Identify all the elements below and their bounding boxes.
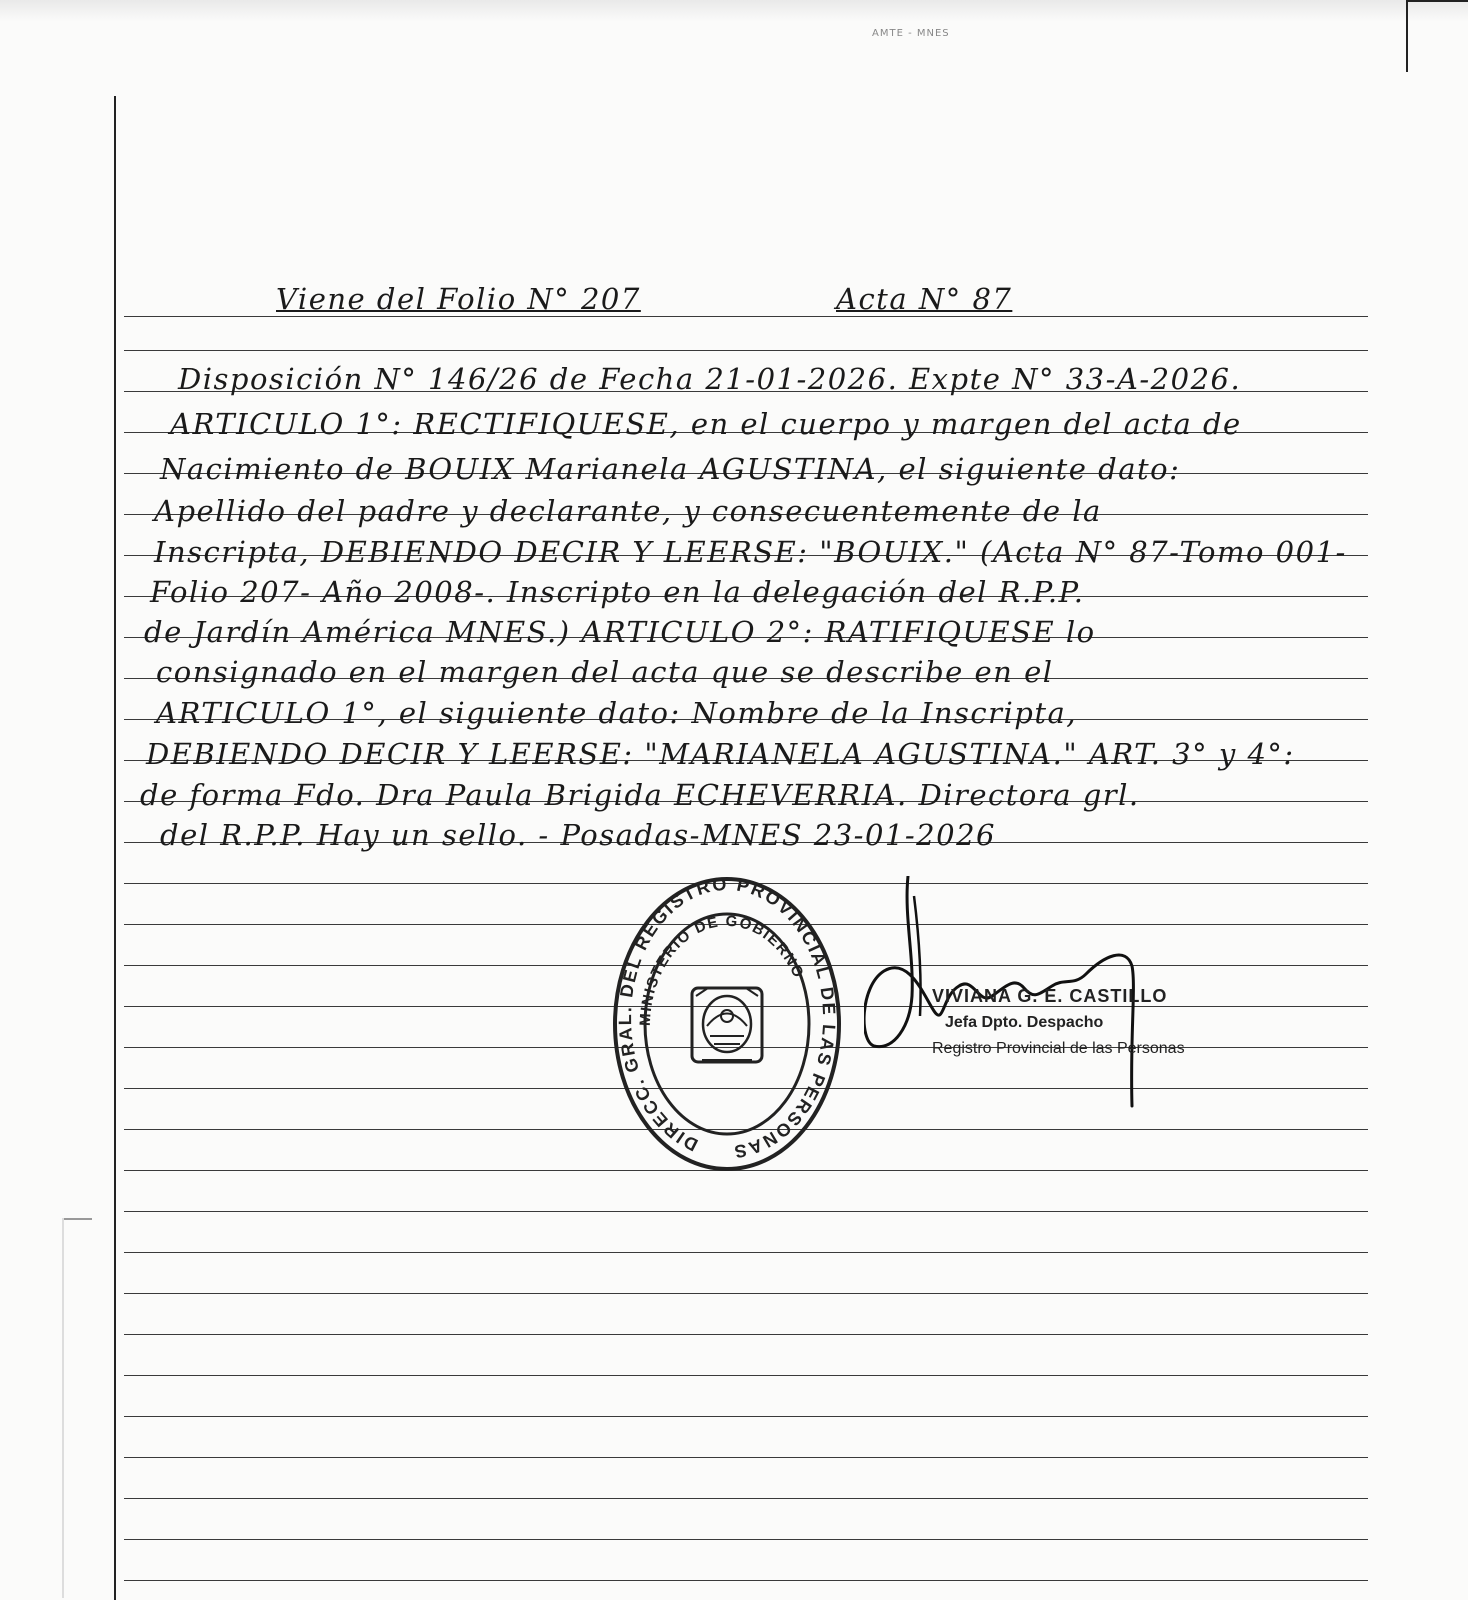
ruled-line: [124, 1580, 1368, 1581]
ruled-line: [124, 1293, 1368, 1294]
body-line-11: de forma Fdo. Dra Paula Brigida ECHEVERRIA. Directora grl.: [140, 778, 1140, 812]
body-line-12: del R.P.P. Hay un sello. - Posadas-MNES 23-01-2026: [160, 818, 996, 852]
stamp-role: Jefa Dpto. Despacho: [945, 1014, 1104, 1031]
ruled-line: [124, 1457, 1368, 1458]
acta-heading: [836, 282, 1012, 316]
coat-of-arms-icon: [692, 988, 762, 1062]
body-line-2: ARTICULO 1°: RECTIFIQUESE, en el cuerpo y margen del acta de: [170, 407, 1242, 441]
seal-inner-text: MINISTERIO DE GOBIERNO: [636, 912, 808, 1027]
body-line-9: ARTICULO 1°, el siguiente dato: Nombre de la Inscripta,: [156, 696, 1077, 730]
body-line-4: Apellido del padre y declarante, y consecuentemente de la: [154, 494, 1102, 528]
seal-outer-text: DIRECC. GRAL. DEL REGISTRO PROVINCIAL DE LAS PERSONAS: [615, 876, 840, 1162]
ruled-line: [124, 316, 1368, 317]
folio-heading: [276, 282, 641, 316]
left-margin-line: [114, 96, 116, 1600]
body-line-3: Nacimiento de BOUIX Marianela AGUSTINA, el siguiente dato:: [160, 452, 1181, 486]
acta-heading-text: Acta N° 87: [836, 282, 1013, 316]
body-line-6: Folio 207- Año 2008-. Inscripto en la delegación del R.P.P.: [150, 575, 1085, 609]
body-line-8: consignado en el margen del acta que se describe en el: [156, 655, 1054, 689]
body-line-1: Disposición N° 146/26 de Fecha 21-01-2026. Expte N° 33-A-2026.: [178, 362, 1242, 396]
binding-edge: [62, 1218, 64, 1598]
top-stub-text: AMTE - MNES: [872, 28, 950, 39]
ruled-line: [124, 1498, 1368, 1499]
stamp-office: Registro Provincial de las Personas: [932, 1040, 1185, 1057]
ruled-line: [124, 1211, 1368, 1212]
ruled-line: [124, 1334, 1368, 1335]
binding-mark: [62, 1218, 92, 1220]
scan-edge: [0, 0, 1468, 22]
ruled-line: [124, 1539, 1368, 1540]
official-seal: [612, 876, 842, 1172]
ruled-line: [124, 1252, 1368, 1253]
folio-heading-text: Viene del Folio N° 207: [276, 282, 641, 316]
body-line-10: DEBIENDO DECIR Y LEERSE: "MARIANELA AGUSTINA." ART. 3° y 4°:: [146, 737, 1295, 771]
body-line-5: Inscripta, DEBIENDO DECIR Y LEERSE: "BOUIX." (Acta N° 87-Tomo 001-: [154, 535, 1347, 569]
ruled-line: [124, 350, 1368, 351]
ruled-line: [124, 1375, 1368, 1376]
stamp-name: VIVIANA G. E. CASTILLO: [932, 986, 1168, 1006]
page-corner: [1406, 0, 1468, 72]
ruled-line: [124, 1416, 1368, 1417]
body-line-7: de Jardín América MNES.) ARTICULO 2°: RATIFIQUESE lo: [144, 615, 1096, 649]
